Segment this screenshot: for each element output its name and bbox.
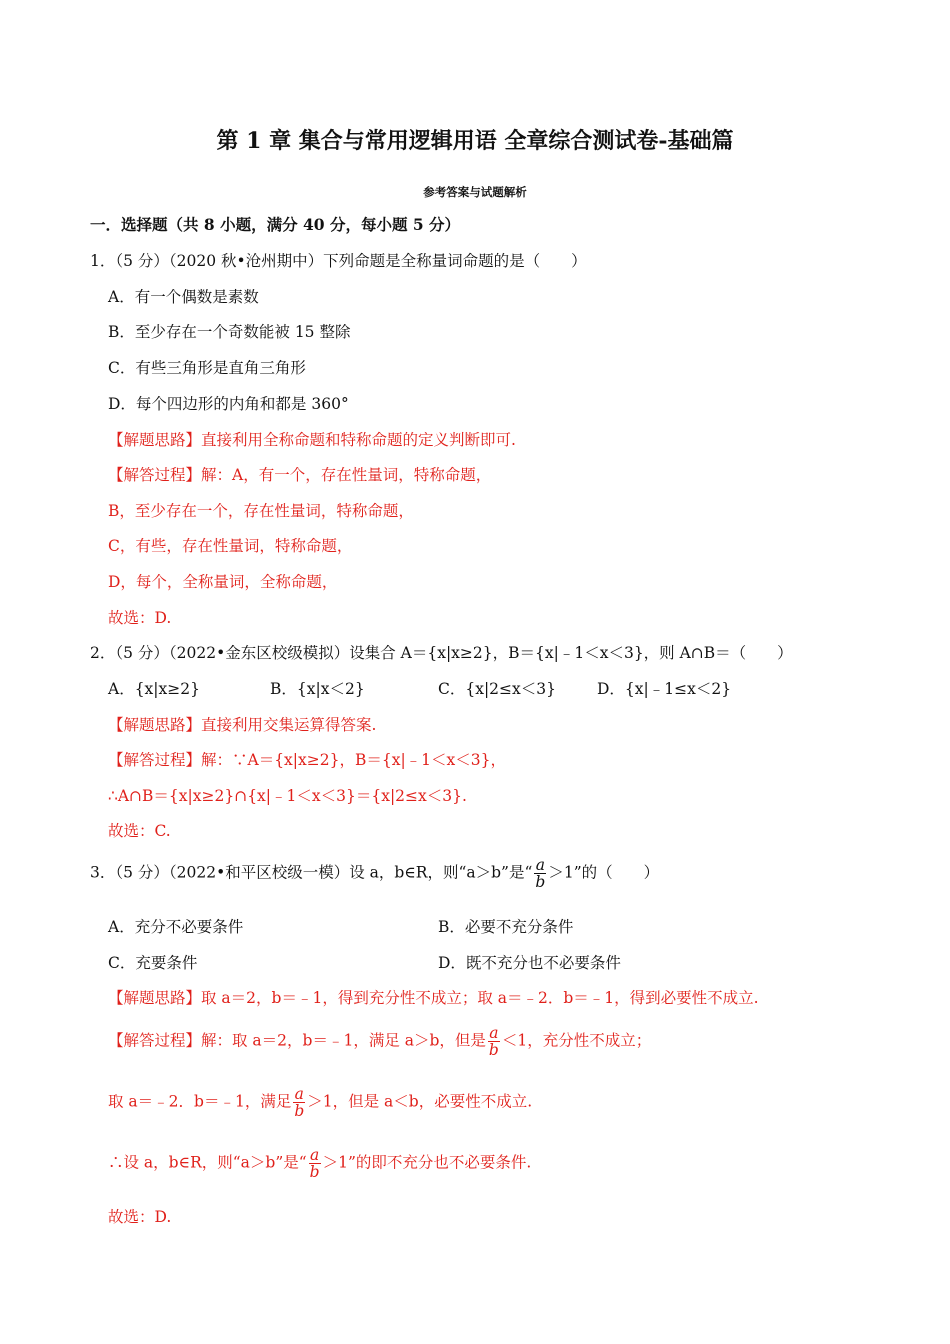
q3-option-a: A．充分不必要条件 (108, 918, 244, 936)
q1-process-c: C，有些，存在性量词，特称命题， (108, 537, 353, 555)
section-heading: 一．选择题（共 8 小题，满分 40 分，每小题 5 分） (90, 215, 461, 234)
page-subtitle: 参考答案与试题解析 (423, 185, 527, 199)
q3-stem (90, 857, 659, 890)
q3-option-c: C．充要条件 (108, 954, 198, 972)
q1-option-d: D．每个四边形的内角和都是 360° (108, 395, 349, 413)
q3-process-1-fraction (488, 1025, 500, 1058)
q3-hint: 【解题思路】取 a＝2，b＝﹣1，得到充分性不成立；取 a＝﹣2．b＝﹣1，得到必要性不成立. (108, 989, 759, 1007)
q3-process-1-pre: 【解答过程】解：取 a＝2，b＝﹣1，满足 a＞b，但是 (108, 1031, 486, 1050)
q2-stem: 2．（5 分）（2022•金东区校级模拟）设集合 A＝{x|x≥2}，B＝{x|﹣1＜x＜3}，则 A∩B＝（ ） (90, 644, 793, 662)
q1-hint: 【解题思路】直接利用全称命题和特称命题的定义判断即可. (108, 431, 516, 449)
q3-stem-pre: 3．（5 分）（2022•和平区校级一模）设 a，b∈R，则“a＞b”是“ (90, 863, 533, 882)
q3-answer: 故选：D. (108, 1208, 172, 1226)
fraction-numerator: a (535, 856, 546, 874)
fraction-denominator: b (535, 873, 546, 891)
q1-process-a: A，有一个，存在性量词，特称命题， (232, 466, 492, 484)
q2-process-2: ∴A∩B＝{x|x≥2}∩{x|﹣1＜x＜3}＝{x|2≤x＜3}. (108, 787, 467, 805)
q2-answer: 故选：C. (108, 822, 171, 840)
q1-option-b: B．至少存在一个奇数能被 15 整除 (108, 323, 351, 341)
q3-process-2-pre: 取 a＝﹣2．b＝﹣1，满足 (108, 1092, 292, 1111)
q3-stem-fraction (534, 857, 546, 890)
fraction-numerator: a (310, 1146, 320, 1164)
q2-option-b: B．{x|x＜2} (270, 680, 365, 698)
q3-process-3-pre: ∴设 a，b∈R，则“a＞b”是“ (108, 1153, 307, 1172)
fraction-denominator: b (488, 1041, 499, 1059)
page-title: 第 1 章 集合与常用逻辑用语 全章综合测试卷-基础篇 (216, 128, 734, 154)
q1-stem: 1．（5 分）（2020 秋•沧州期中）下列命题是全称量词命题的是（ ） (90, 252, 587, 270)
fraction-denominator: b (294, 1102, 305, 1120)
q3-stem-post: ＞1”的（ ） (548, 863, 660, 882)
q3-process-3-post: ＞1”的即不充分也不必要条件. (322, 1153, 532, 1172)
fraction-denominator: b (309, 1163, 320, 1181)
q3-process-1 (108, 1025, 651, 1058)
q2-option-c: C．{x|2≤x＜3} (438, 680, 556, 698)
q1-process-line1 (108, 465, 491, 485)
q3-option-d: D．既不充分也不必要条件 (438, 954, 621, 972)
q1-process-b: B，至少存在一个，存在性量词，特称命题， (108, 502, 414, 520)
q2-process: 【解答过程】解：∵A＝{x|x≥2}，B＝{x|﹣1＜x＜3}， (108, 751, 507, 769)
fraction-numerator: a (489, 1024, 499, 1042)
q3-process-3 (108, 1147, 531, 1180)
q2-hint: 【解题思路】直接利用交集运算得答案. (108, 716, 377, 734)
q3-process-2-post: ＞1，但是 a＜b，必要性不成立. (307, 1092, 533, 1111)
q1-option-c: C．有些三角形是直角三角形 (108, 359, 306, 377)
q2-option-a: A．{x|x≥2} (108, 680, 200, 698)
fraction-numerator: a (294, 1085, 304, 1103)
q3-option-b: B．必要不充分条件 (438, 918, 574, 936)
q1-process-label: 【解答过程】解： (108, 466, 233, 484)
q2-option-d: D．{x|﹣1≤x＜2} (597, 680, 732, 698)
q1-option-a: A．有一个偶数是素数 (108, 288, 259, 306)
q3-process-2 (108, 1086, 532, 1119)
q3-process-1-post: ＜1，充分性不成立； (501, 1031, 652, 1050)
q3-process-3-fraction (309, 1147, 321, 1180)
q1-answer: 故选：D. (108, 609, 172, 627)
q1-process-d: D，每个，全称量词，全称命题， (108, 573, 338, 591)
q3-process-2-fraction (293, 1086, 305, 1119)
